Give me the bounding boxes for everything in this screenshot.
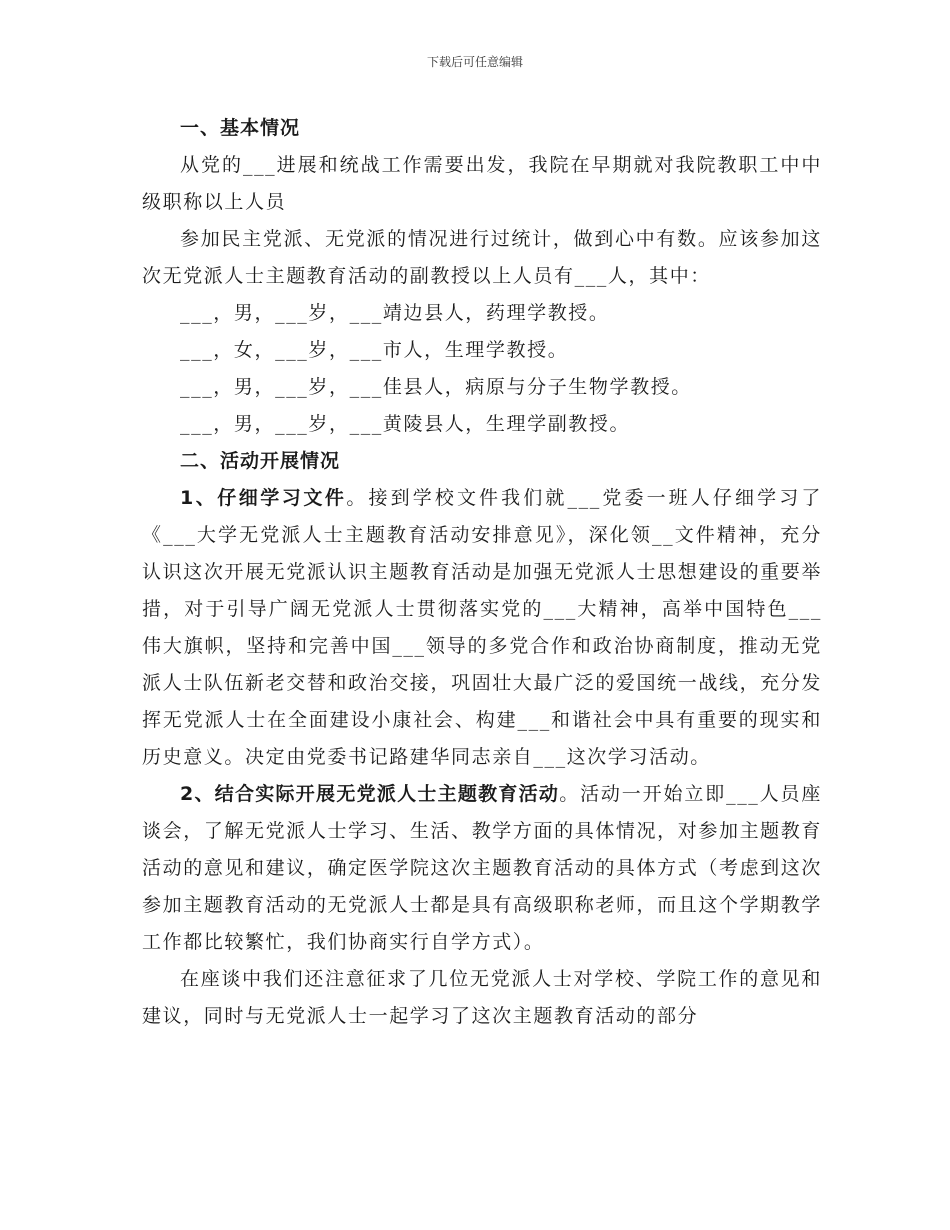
paragraph-item-1	[142, 480, 822, 776]
section-heading-activities: 二、活动开展情况	[180, 450, 341, 472]
paragraph: 在座谈中我们还注意征求了几位无党派人士对学校、学院工作的意见和建议，同时与无党派人士一起学习了这次主题教育活动的部分	[142, 968, 822, 1027]
list-item: ___，男，___岁，___黄陵县人，生理学副教授。	[180, 413, 631, 435]
paragraph: 参加民主党派、无党派的情况进行过统计，做到心中有数。应该参加这次无党派人士主题教育活动的副教授以上人员有___人，其中：	[142, 228, 822, 287]
document-body	[142, 110, 822, 1035]
paragraph-item-2	[142, 776, 822, 961]
list-item: ___，女，___岁，___市人，生理学教授。	[180, 339, 569, 361]
paragraph: 从党的___进展和统战工作需要出发，我院在早期就对我院教职工中中级职称以上人员	[142, 154, 822, 213]
item-title: 2、结合实际开展无党派人士主题教育活动	[180, 783, 560, 805]
list-item: ___，男，___岁，___佳县人，病原与分子生物学教授。	[180, 376, 692, 398]
item-title: 1、仔细学习文件	[180, 487, 347, 509]
item-text: 。活动一开始立即___人员座谈会，了解无党派人士学习、生活、教学方面的具体情况，对参加主题教育活动的意见和建议，确定医学院这次主题教育活动的具体方式（考虑到这次参加主题教育活动的无党派人士都是具有高级职称老师，而且这个学期教学工作都比较繁忙，我们协商实行自学方式）。	[142, 783, 822, 953]
section-heading-basic: 一、基本情况	[180, 117, 301, 139]
item-text: 。接到学校文件我们就___党委一班人仔细学习了《___大学无党派人士主题教育活动安排意见》，深化领__文件精神，充分认识这次开展无党派认识主题教育活动是加强无党派人士思想建设的重要举措，对于引导广阔无党派人士贯彻落实党的___大精神，高举中国特色___伟大旗帜，坚持和完善中国___领导的多党合作和政治协商制度，推动无党派人士队伍新老交替和政治交接，巩固壮大最广泛的爱国统一战线，充分发挥无党派人士在全面建设小康社会、构建___和谐社会中具有重要的现实和历史意义。决定由党委书记路建华同志亲自___这次学习活动。	[142, 487, 822, 768]
list-item: ___，男，___岁，___靖边县人，药理学教授。	[180, 302, 610, 324]
page-header: 下载后可任意编辑	[426, 55, 523, 69]
